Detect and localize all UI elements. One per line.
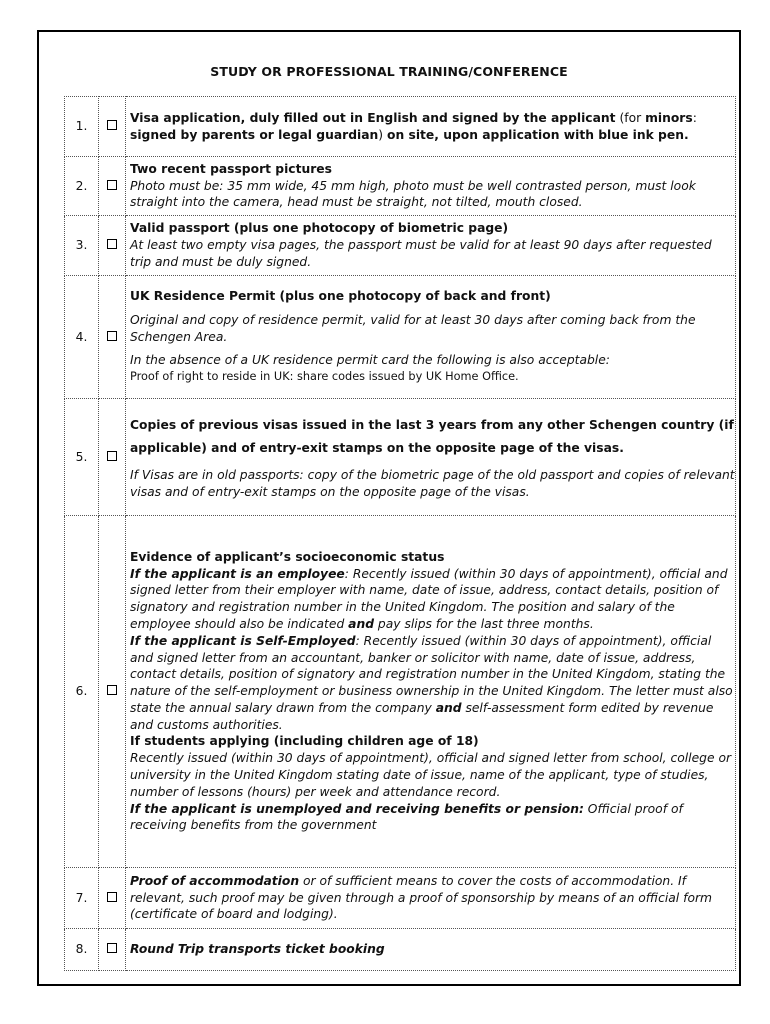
self-employed-text: self-assessment form edited by revenue and customs authorities. (130, 700, 714, 732)
item-heading: Copies of previous visas issued in the last 3 years from any other Schengen country (if applicable) and of entry-exit stamps on the opposite page of the visas. (130, 417, 734, 455)
checkbox[interactable] (99, 157, 126, 216)
unemployed-label: If the applicant is unemployed and receiving benefits or pension: (130, 801, 584, 816)
unemployed-text: Official proof of receiving benefits from the government (130, 801, 683, 833)
item-content (126, 516, 736, 868)
item-number: 6. (65, 516, 99, 868)
item-text-bold: signed by parents or legal guardian (130, 127, 379, 142)
item-detail: Original and copy of residence permit, valid for at least 30 days after coming back from the Schengen Area. (130, 312, 696, 344)
item-heading: Two recent passport pictures (130, 161, 332, 176)
checkbox-icon (107, 180, 117, 190)
item-number: 4. (65, 276, 99, 399)
students-text: Recently issued (within 30 days of appointment), official and signed letter from school, college or university in the United Kingdom stating date of issue, name of the applicant, type of studies, number of lessons (hours) per week and attendance record. (130, 751, 732, 799)
table-row (65, 516, 736, 868)
item-heading: UK Residence Permit (plus one photocopy of back and front) (130, 289, 551, 303)
item-content (126, 399, 736, 516)
item-detail: At least two empty visa pages, the passport must be valid for at least 90 days after requested trip and must be duly signed. (130, 238, 712, 269)
table-row (65, 929, 736, 971)
checkbox[interactable] (99, 516, 126, 868)
item-content (126, 157, 736, 216)
document-frame (37, 30, 741, 986)
self-employed-label: If the applicant is Self-Employed (130, 633, 356, 648)
checkbox[interactable] (99, 399, 126, 516)
table-row (65, 276, 736, 399)
item-content (126, 97, 736, 157)
self-employed-paragraph (130, 633, 735, 734)
item-note-detail: Proof of right to reside in UK: share codes issued by UK Home Office. (130, 370, 519, 384)
checkbox[interactable] (99, 276, 126, 399)
requirements-table (64, 96, 736, 971)
item-content (126, 276, 736, 399)
item-text-bold: on site, upon application with blue ink pen. (387, 127, 689, 142)
item-heading: Evidence of applicant’s socioeconomic status (130, 549, 445, 564)
accommodation-label: Proof of accommodation (130, 873, 300, 888)
checkbox-icon (107, 685, 117, 695)
accommodation-text: or of sufficient means to cover the costs of accommodation. If relevant, such proof may be given through a proof of sponsorship by means of an official form (certificate of board and lodging). (130, 873, 713, 922)
item-heading: Valid passport (plus one photocopy of biometric page) (130, 221, 509, 236)
employee-text: pay slips for the last three months. (374, 616, 594, 631)
checkbox-icon (107, 892, 117, 902)
unemployed-paragraph (130, 801, 735, 835)
item-note: In the absence of a UK residence permit card the following is also acceptable: (130, 353, 610, 368)
item-text-bold: minors (645, 110, 693, 125)
checkbox[interactable] (99, 929, 126, 971)
table-row (65, 399, 736, 516)
item-number: 7. (65, 868, 99, 929)
checkbox-icon (107, 943, 117, 953)
item-text: : (692, 110, 697, 125)
accommodation-paragraph (130, 873, 735, 923)
item-text-bold: Visa application, duly filled out in English and signed by the applicant (130, 110, 616, 125)
item-content (126, 868, 736, 929)
item-content (126, 216, 736, 276)
checkbox[interactable] (99, 216, 126, 276)
employee-paragraph (130, 566, 735, 633)
item-number: 3. (65, 216, 99, 276)
table-row (65, 868, 736, 929)
page-title: STUDY OR PROFESSIONAL TRAINING/CONFERENCE (210, 64, 568, 79)
checkbox-icon (107, 239, 117, 249)
employee-text: : Recently issued (within 30 days of appointment), official and signed letter from their employer with name, date of issue, address, contact details, position of signatory and registration number in the United Kingdom. The position and salary of the employee should also be indicated (130, 566, 728, 631)
table-row (65, 157, 736, 216)
item-number: 1. (65, 97, 99, 157)
table-row (65, 97, 736, 157)
item-number: 2. (65, 157, 99, 216)
item-content (126, 929, 736, 971)
item-number: 8. (65, 929, 99, 971)
checkbox-icon (107, 331, 117, 341)
table-row (65, 216, 736, 276)
checkbox[interactable] (99, 868, 126, 929)
students-label: If students applying (including children age of 18) (130, 734, 479, 749)
checkbox-icon (107, 451, 117, 461)
ticket-label: Round Trip transports ticket booking (130, 942, 385, 957)
item-number: 5. (65, 399, 99, 516)
item-detail: Photo must be: 35 mm wide, 45 mm high, photo must be well contrasted person, must look straight into the camera, head must be straight, not tilted, mouth closed. (130, 178, 696, 210)
item-text: ) (378, 127, 388, 142)
self-employed-text: : Recently issued (within 30 days of appointment), official and signed letter from an accountant, banker or solicitor with name, date of issue, address, contact details, position of signatory and registration number in the United Kingdom, stating the nature of the self-employment or business ownership in the United Kingdom. The letter must also state the annual salary drawn from the company (130, 633, 733, 715)
employee-and: and (348, 616, 375, 631)
employee-label: If the applicant is an employee (130, 566, 345, 581)
item-text: (for (615, 110, 646, 125)
self-employed-and: and (435, 700, 462, 715)
checkbox[interactable] (99, 97, 126, 157)
item-detail: If Visas are in old passports: copy of the biometric page of the old passport and copies of relevant visas and of entry-exit stamps on the opposite page of the visas. (130, 467, 735, 499)
checkbox-icon (107, 120, 117, 130)
